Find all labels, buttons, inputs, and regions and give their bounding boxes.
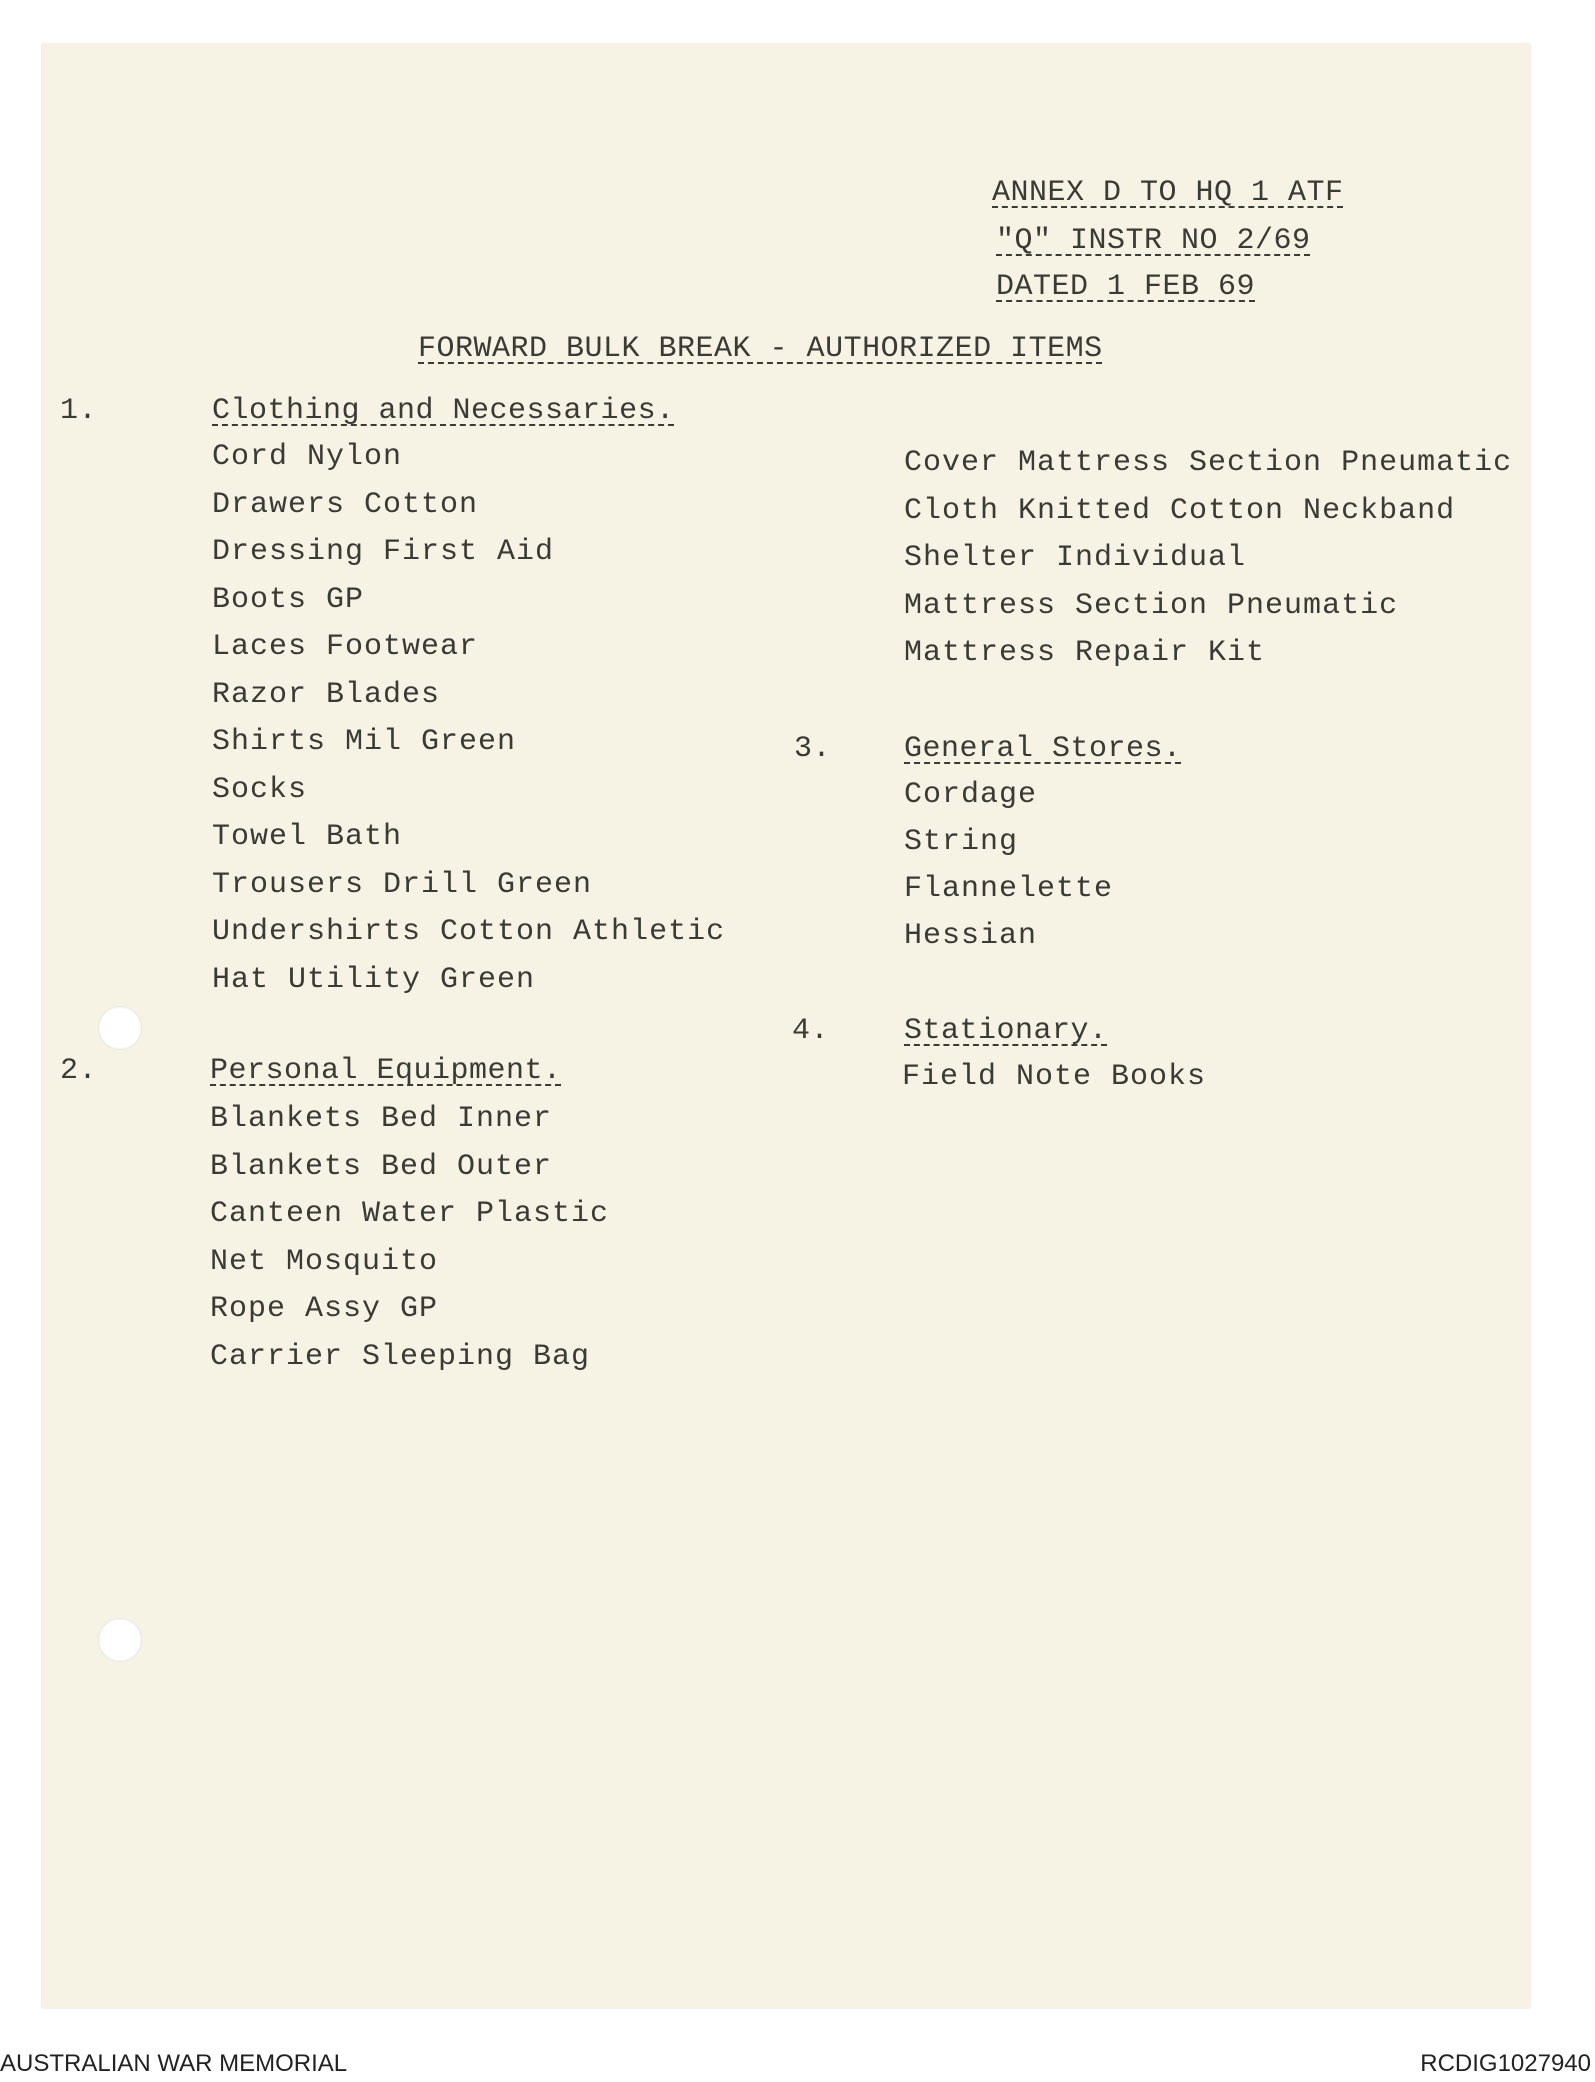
section-3-item: Flannelette — [904, 872, 1114, 906]
section-2-continued-item: Mattress Section Pneumatic — [904, 588, 1399, 623]
section-1-item: Laces Footwear — [212, 630, 479, 664]
section-2-number: 2. — [60, 1054, 98, 1088]
annex-line-1: ANNEX D TO HQ 1 ATF — [992, 176, 1344, 210]
section-1-item: Trousers Drill Green — [212, 867, 593, 902]
section-2-continued-item: Shelter Individual — [904, 541, 1247, 575]
annex-line-2: "Q" INSTR NO 2/69 — [996, 224, 1311, 258]
section-1-item: Cord Nylon — [212, 440, 403, 474]
section-4-item: Field Note Books — [902, 1060, 1207, 1094]
section-2-continued-item: Cover Mattress Section Pneumatic — [904, 446, 1513, 480]
section-2-item: Net Mosquito — [210, 1244, 439, 1279]
section-2-heading: Personal Equipment. — [210, 1054, 562, 1088]
section-3-item: Cordage — [904, 778, 1038, 812]
footer-right: RCDIG1027940 — [1420, 2050, 1591, 2077]
section-2-item: Rope Assy GP — [210, 1292, 439, 1326]
section-1-item: Hat Utility Green — [212, 962, 536, 997]
section-1-number: 1. — [60, 394, 98, 428]
section-2-item: Blankets Bed Outer — [210, 1149, 553, 1184]
section-1-item: Towel Bath — [212, 820, 403, 854]
section-4-number: 4. — [792, 1014, 830, 1048]
section-3-item: Hessian — [904, 919, 1038, 953]
footer-left: AUSTRALIAN WAR MEMORIAL — [0, 2050, 348, 2077]
punch-hole-top — [98, 1006, 142, 1050]
section-2-item: Blankets Bed Inner — [210, 1102, 553, 1136]
section-1-item: Shirts Mil Green — [212, 725, 517, 759]
document-title: FORWARD BULK BREAK - AUTHORIZED ITEMS — [418, 332, 1103, 366]
section-1-item: Undershirts Cotton Athletic — [212, 915, 726, 949]
section-3-heading: General Stores. — [904, 732, 1182, 766]
section-2-item: Canteen Water Plastic — [210, 1197, 610, 1231]
section-1-item: Dressing First Aid — [212, 535, 555, 569]
annex-line-3: DATED 1 FEB 69 — [996, 270, 1256, 304]
punch-hole-bottom — [98, 1618, 142, 1662]
section-2-continued-item: Mattress Repair Kit — [904, 636, 1266, 670]
section-1-item: Boots GP — [212, 582, 365, 617]
section-1-item: Socks — [212, 772, 308, 807]
section-3-item: String — [904, 825, 1019, 859]
section-2-continued-item: Cloth Knitted Cotton Neckband — [904, 493, 1456, 528]
section-1-item: Razor Blades — [212, 677, 441, 712]
section-3-number: 3. — [794, 732, 832, 766]
section-2-item: Carrier Sleeping Bag — [210, 1339, 591, 1374]
section-1-item: Drawers Cotton — [212, 487, 479, 522]
section-4-heading: Stationary. — [904, 1014, 1108, 1048]
section-1-heading: Clothing and Necessaries. — [212, 394, 675, 428]
